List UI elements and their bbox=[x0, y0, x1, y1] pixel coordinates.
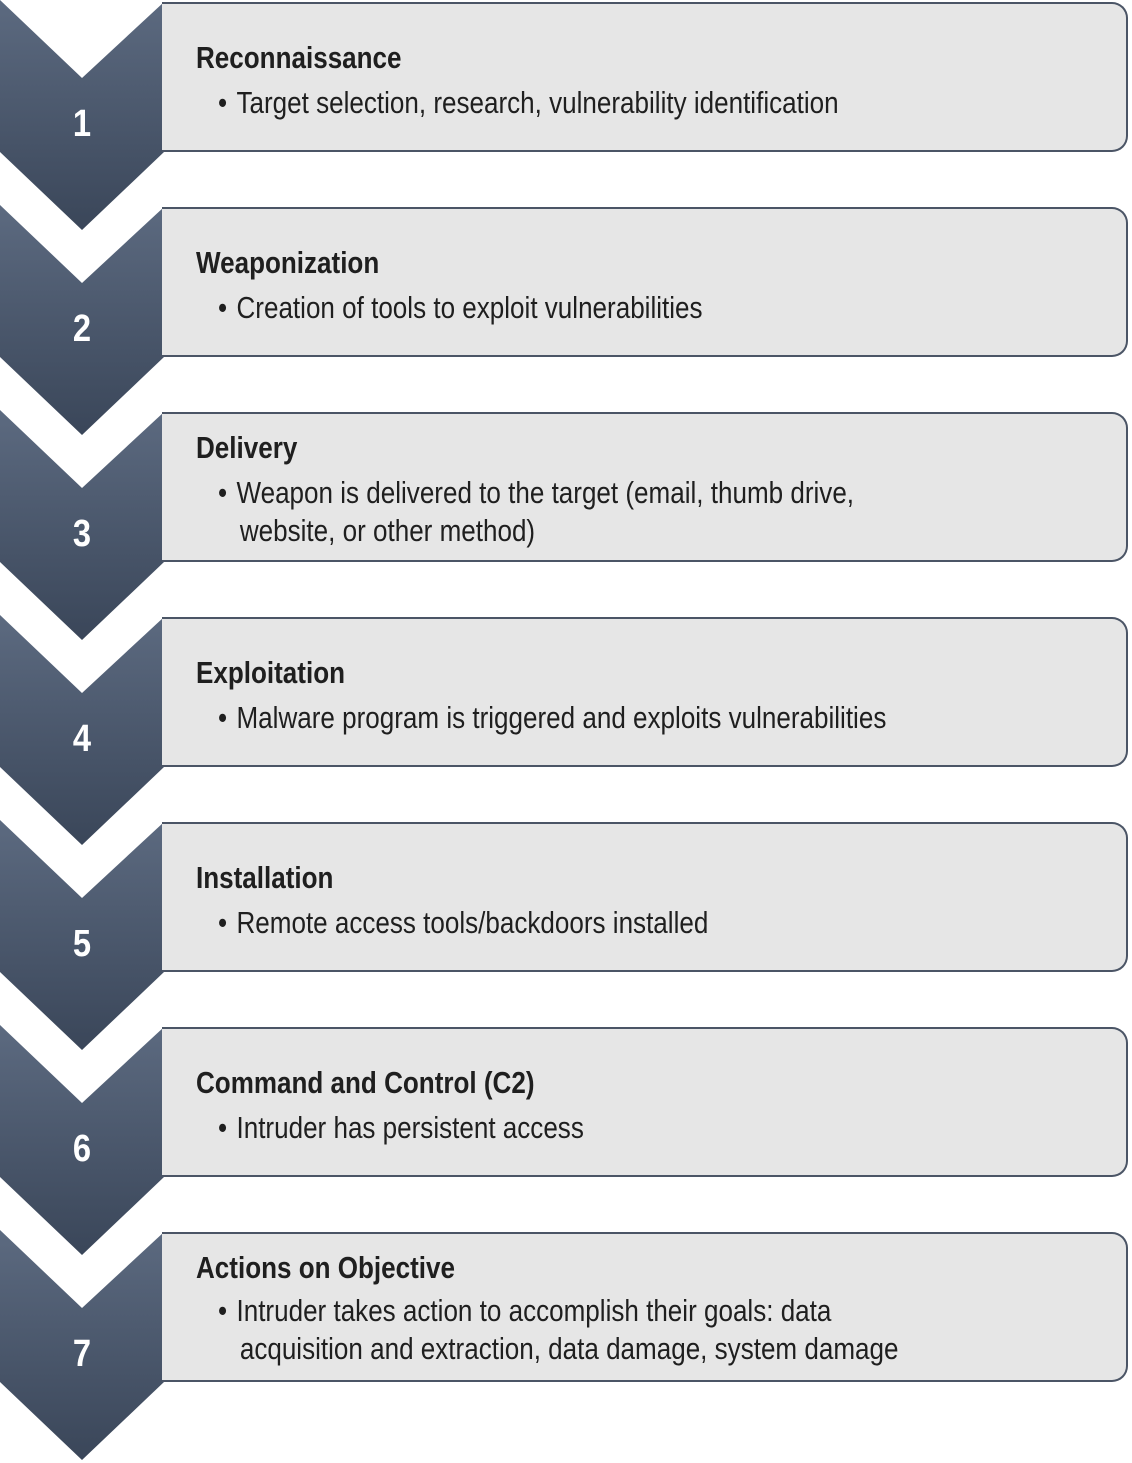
stage-title: Reconnaissance bbox=[196, 40, 402, 75]
stage-number: 1 bbox=[72, 103, 92, 145]
description-line bbox=[218, 289, 957, 327]
stage-title: Actions on Objective bbox=[196, 1250, 456, 1285]
stage-title: Weaponization bbox=[196, 245, 380, 280]
stage-description bbox=[218, 1292, 957, 1368]
stage-title: Exploitation bbox=[196, 655, 346, 690]
bullet-icon: • bbox=[218, 1293, 228, 1328]
description-text: website, or other method) bbox=[239, 513, 536, 548]
stage-number: 2 bbox=[72, 308, 92, 350]
description-text: Target selection, research, vulnerability identification bbox=[236, 85, 839, 120]
stage-description bbox=[218, 289, 957, 327]
stage-title: Command and Control (C2) bbox=[196, 1065, 535, 1100]
description-line bbox=[218, 1330, 957, 1368]
description-line bbox=[218, 699, 957, 737]
bullet-icon: • bbox=[218, 475, 228, 510]
bullet-icon: • bbox=[218, 700, 228, 735]
stage-number: 6 bbox=[72, 1128, 92, 1170]
stage-number: 7 bbox=[72, 1333, 92, 1375]
bullet-icon: • bbox=[218, 85, 228, 120]
stage-box-4 bbox=[162, 617, 1128, 767]
stage-number: 5 bbox=[72, 923, 92, 965]
description-text: Remote access tools/backdoors installed bbox=[236, 905, 709, 940]
description-text: Creation of tools to exploit vulnerabilities bbox=[236, 290, 703, 325]
stage-description bbox=[218, 904, 957, 942]
description-line bbox=[218, 1292, 957, 1330]
description-text: Intruder takes action to accomplish their goals: data bbox=[236, 1293, 832, 1328]
bullet-icon: • bbox=[218, 905, 228, 940]
stage-description bbox=[218, 1109, 957, 1147]
stage-description bbox=[218, 474, 957, 550]
stage-title: Installation bbox=[196, 860, 334, 895]
description-line bbox=[218, 904, 957, 942]
stage-title: Delivery bbox=[196, 430, 298, 465]
stage-box-7 bbox=[162, 1232, 1128, 1382]
stage-number: 4 bbox=[72, 718, 92, 760]
stage-box-2 bbox=[162, 207, 1128, 357]
description-line bbox=[218, 512, 957, 550]
bullet-icon: • bbox=[218, 1110, 228, 1145]
stage-description bbox=[218, 84, 957, 122]
description-text: Malware program is triggered and exploits vulnerabilities bbox=[236, 700, 887, 735]
description-line bbox=[218, 1109, 957, 1147]
description-line bbox=[218, 474, 957, 512]
description-text: Weapon is delivered to the target (email, thumb drive, bbox=[236, 475, 855, 510]
stage-number: 3 bbox=[72, 513, 92, 555]
description-text: acquisition and extraction, data damage, system damage bbox=[239, 1331, 899, 1366]
bullet-icon: • bbox=[218, 290, 228, 325]
description-line bbox=[218, 84, 957, 122]
stage-description bbox=[218, 699, 957, 737]
description-text: Intruder has persistent access bbox=[236, 1110, 584, 1145]
stage-box-5 bbox=[162, 822, 1128, 972]
stage-box-1 bbox=[162, 2, 1128, 152]
stage-box-6 bbox=[162, 1027, 1128, 1177]
stage-box-3 bbox=[162, 412, 1128, 562]
